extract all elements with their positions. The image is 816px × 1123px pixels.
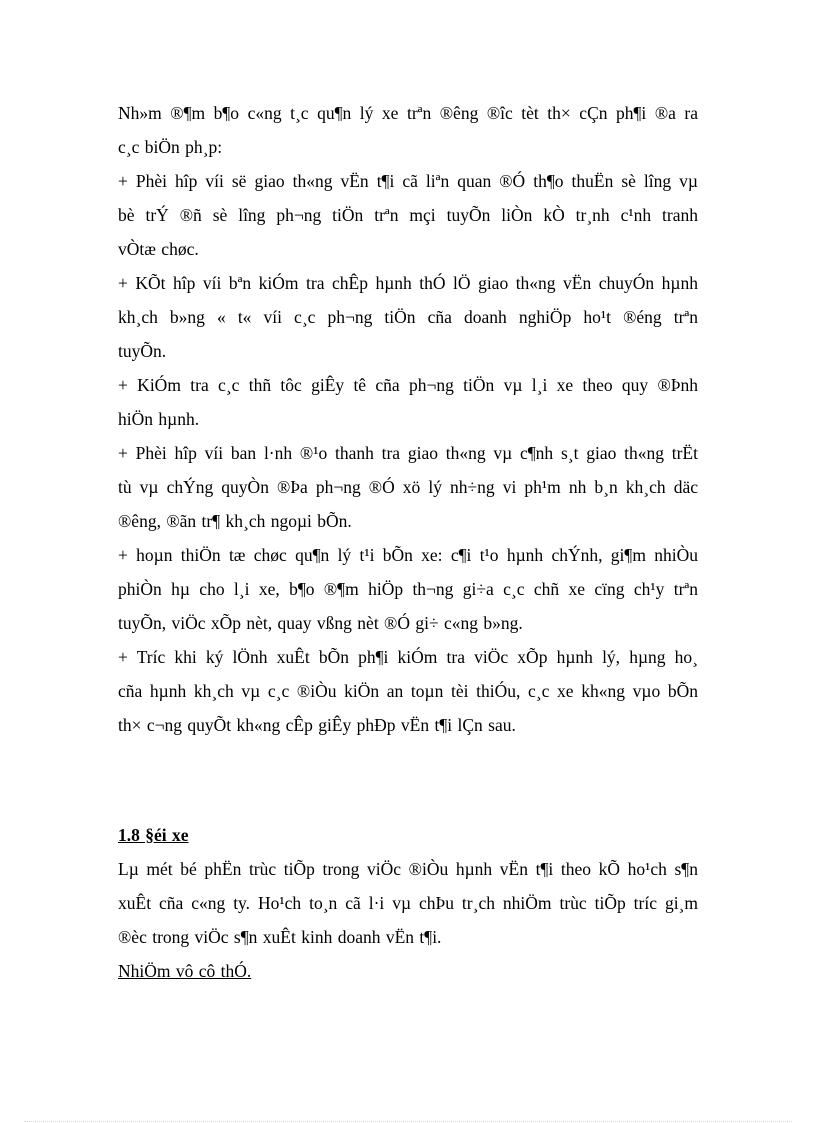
text-line: Nh»m ®¶m b¶o c«ng t¸c qu¶n lý xe trªn ®êng ®îc tèt th× cÇn ph¶i ®a ra <box>118 103 698 123</box>
text-line: hiÖn hµnh. <box>118 409 200 429</box>
text-line: + Tríc khi ký lÖnh xuÊt bÕn ph¶i kiÓm tra viÖc xÕp hµnh lý, hµng ho¸ <box>118 647 698 667</box>
text-line: Lµ mét bé phËn trùc tiÕp trong viÖc ®iÒu hµnh vËn t¶i theo kÕ ho¹ch s¶n <box>118 859 698 879</box>
text-line: xuÊt cña c«ng ty. Ho¹ch to¸n cã l·i vµ chÞu tr¸ch nhiÖm trùc tiÕp tríc gi¸m <box>118 893 698 913</box>
text-line: + KÕt hîp víi bªn kiÓm tra chÊp hµnh thÓ lÖ giao th«ng vËn chuyÓn hµnh <box>118 273 698 293</box>
text-line: + hoµn thiÖn tæ chøc qu¶n lý t¹i bÕn xe: c¶i t¹o hµnh chÝnh, gi¶m nhiÒu <box>118 545 698 565</box>
text-line: phiÒn hµ cho l¸i xe, b¶o ®¶m hiÖp th¬ng gi÷a c¸c chñ xe cïng ch¹y trªn <box>118 579 698 599</box>
text-line: tuyÕn. <box>118 341 167 361</box>
text-line: + KiÓm tra c¸c thñ tôc giÊy tê cña ph¬ng tiÖn vµ l¸i xe theo quy ®Þnh <box>118 375 698 395</box>
body-text-block <box>118 96 698 742</box>
text-line: kh¸ch b»ng « t« víi c¸c ph¬ng tiÖn cña doanh nghiÖp ho¹t ®éng trªn <box>118 307 698 327</box>
text-line: ®èc trong viÖc s¶n xuÊt kinh doanh vËn t¶i. <box>118 927 442 947</box>
text-line: + Phèi hîp víi ban l·nh ®¹o thanh tra giao th«ng vµ c¶nh s¸t giao th«ng trËt <box>118 443 698 463</box>
text-line: th× c¬ng quyÕt kh«ng cÊp giÊy phÐp vËn t¶i lÇn sau. <box>118 715 516 735</box>
text-line: ®êng, ®ãn tr¶ kh¸ch ngoµi bÕn. <box>118 511 352 531</box>
text-line: tuyÕn, viÖc xÕp nèt, quay vßng nèt ®Ó gi÷ c«ng b»ng. <box>118 613 523 633</box>
text-line: + Phèi hîp víi së giao th«ng vËn t¶i cã liªn quan ®Ó th¶o thuËn sè lîng vµ <box>118 171 698 191</box>
section-subheading: NhiÖm vô cô thÓ. <box>118 961 252 981</box>
page-bottom-rule <box>24 1121 792 1122</box>
section-heading: 1.8 §éi xe <box>118 825 189 845</box>
text-line: bè trÝ ®ñ sè lîng ph¬ng tiÖn trªn mçi tuyÕn liÒn kÒ tr¸nh c¹nh tranh <box>118 205 698 225</box>
text-line: cña hµnh kh¸ch vµ c¸c ®iÒu kiÖn an toµn tèi thiÓu, c¸c xe kh«ng vµo bÕn <box>118 681 698 701</box>
section-1-8 <box>118 818 698 988</box>
text-line: c¸c biÖn ph¸p: <box>118 137 223 157</box>
text-line: vÒtæ chøc. <box>118 239 199 259</box>
text-line: tù vµ chÝng quyÒn ®Þa ph¬ng ®Ó xö lý nh÷ng vi ph¹m nh b¸n kh¸ch däc <box>118 477 698 497</box>
